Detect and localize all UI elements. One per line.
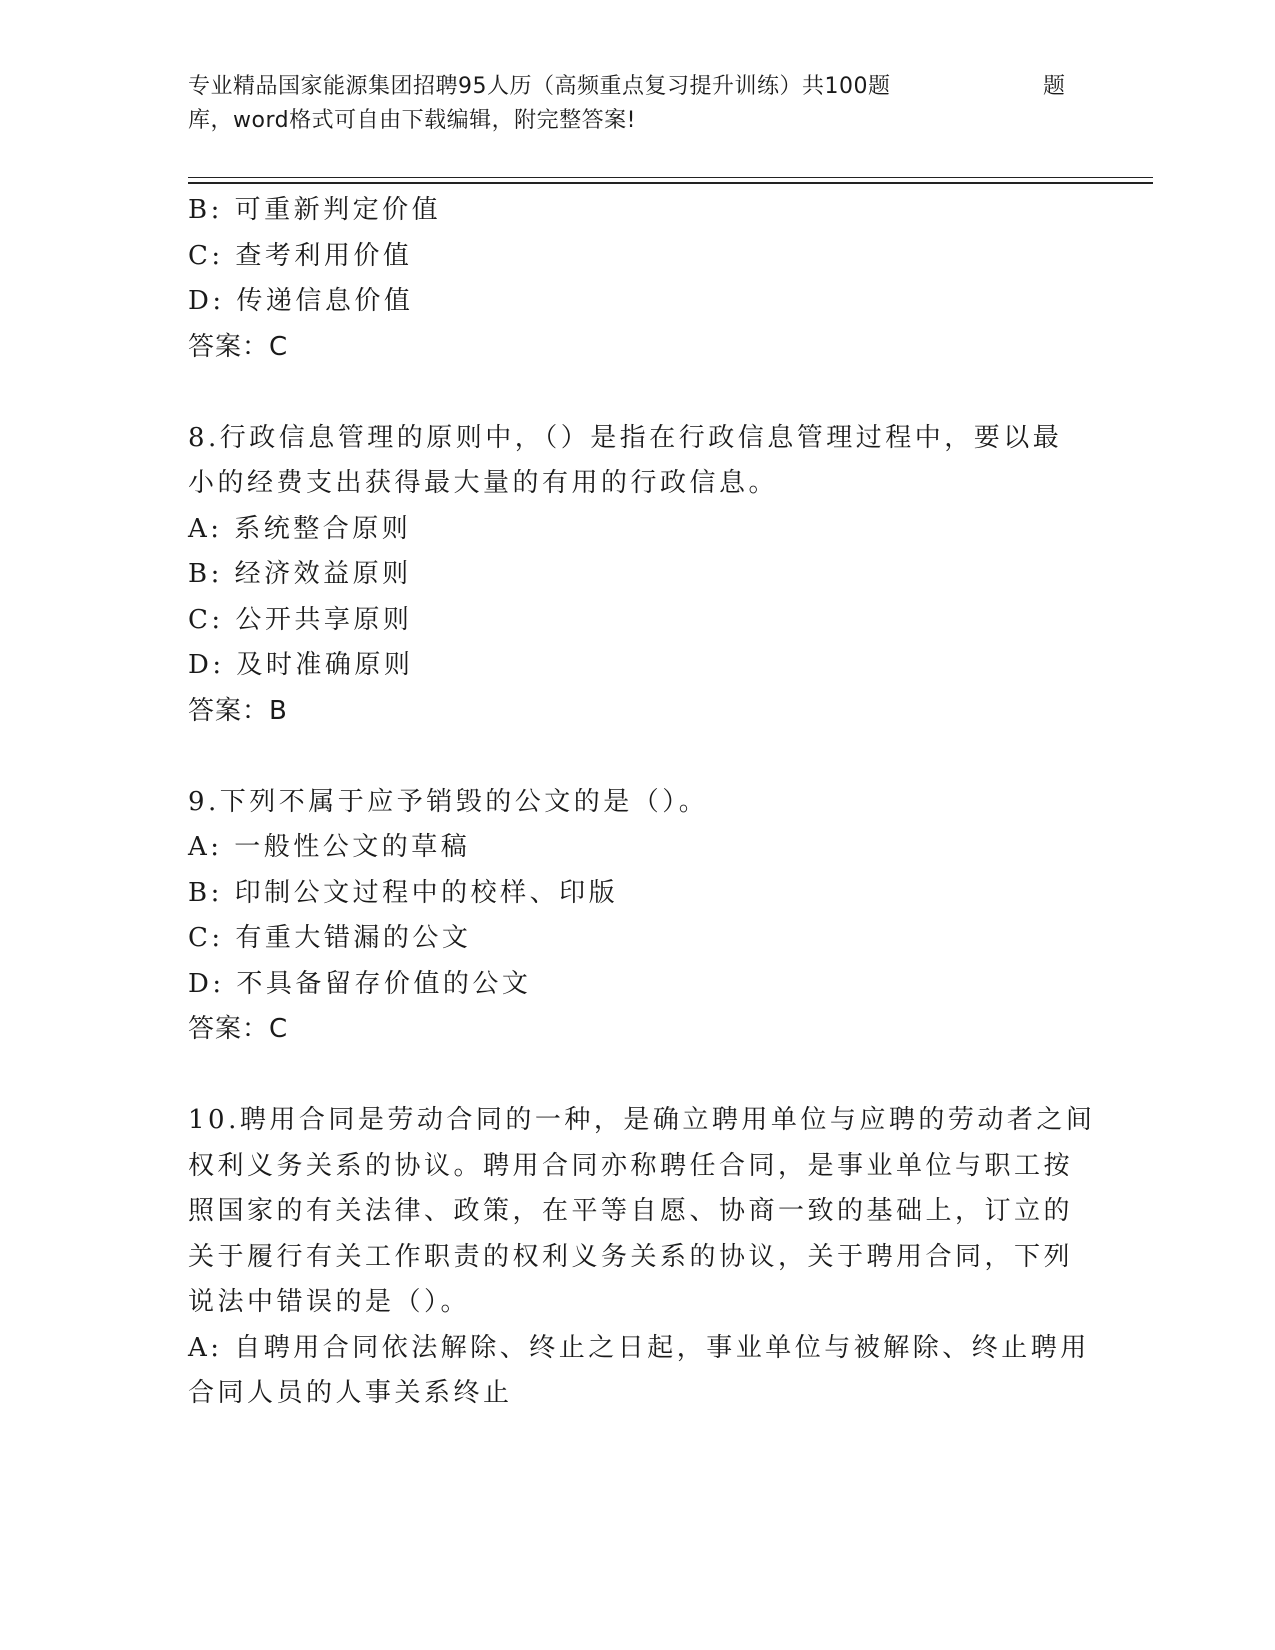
question-stem-line: 10.聘用合同是劳动合同的一种，是确立聘用单位与应聘的劳动者之间 [188, 1105, 1096, 1135]
question-9-block [188, 780, 1068, 1053]
option-a-continuation: 合同人员的人事关系终止 [188, 1378, 513, 1408]
option-c: C: 查考利用价值 [188, 240, 413, 271]
answer-line: 答案：C [188, 1014, 289, 1044]
header-rule-thin [188, 177, 1153, 178]
header-title-tail: 题 [1043, 74, 1066, 99]
option-a: A: 系统整合原则 [188, 513, 412, 544]
question-stem-line: 照国家的有关法律、政策，在平等自愿、协商一致的基础上，订立的 [188, 1196, 1074, 1226]
question-stem-line: 关于履行有关工作职责的权利义务关系的协议，关于聘用合同，下列 [188, 1241, 1074, 1272]
question-10-block [188, 1098, 1096, 1417]
option-d: D: 及时准确原则 [188, 650, 414, 680]
header-rule-thick [188, 182, 1153, 184]
question-spacer [188, 1053, 1068, 1099]
header-title-text: 专业精品国家能源集团招聘95人历（高频重点复习提升训练）共100题 [188, 74, 891, 99]
option-b: B: 印制公文过程中的校样、印版 [188, 877, 619, 908]
question-content [188, 188, 1096, 1417]
question-7-block [188, 188, 1068, 370]
option-c: C: 公开共享原则 [188, 604, 413, 635]
header-title-line-2: 库，word格式可自由下载编辑，附完整答案! [188, 108, 636, 133]
question-stem-line: 小的经费支出获得最大量的有用的行政信息。 [188, 468, 779, 498]
answer-line: 答案：C [188, 331, 289, 362]
option-a: A: 一般性公文的草稿 [188, 832, 471, 862]
page-header [188, 70, 1118, 138]
question-stem-line: 说法中错误的是（）。 [188, 1287, 471, 1317]
answer-line: 答案：B [188, 695, 288, 726]
question-spacer [188, 734, 1068, 780]
question-stem-line: 8.行政信息管理的原则中，（）是指在行政信息管理过程中，要以最 [188, 422, 1063, 453]
question-stem-line: 权利义务关系的协议。聘用合同亦称聘任合同，是事业单位与职工按 [188, 1150, 1074, 1181]
question-stem-line: 9.下列不属于应予销毁的公文的是（）。 [188, 786, 709, 817]
option-b: B: 可重新判定价值 [188, 195, 442, 225]
option-c: C: 有重大错漏的公文 [188, 923, 472, 953]
option-b: B: 经济效益原则 [188, 559, 412, 589]
option-d: D: 不具备留存价值的公文 [188, 968, 532, 999]
question-8-block [188, 416, 1068, 735]
question-spacer [188, 370, 1068, 416]
header-title-line-1 [188, 70, 1118, 104]
option-a: A: 自聘用合同依法解除、终止之日起，事业单位与被解除、终止聘用 [188, 1332, 1090, 1363]
option-d: D: 传递信息价值 [188, 286, 414, 316]
